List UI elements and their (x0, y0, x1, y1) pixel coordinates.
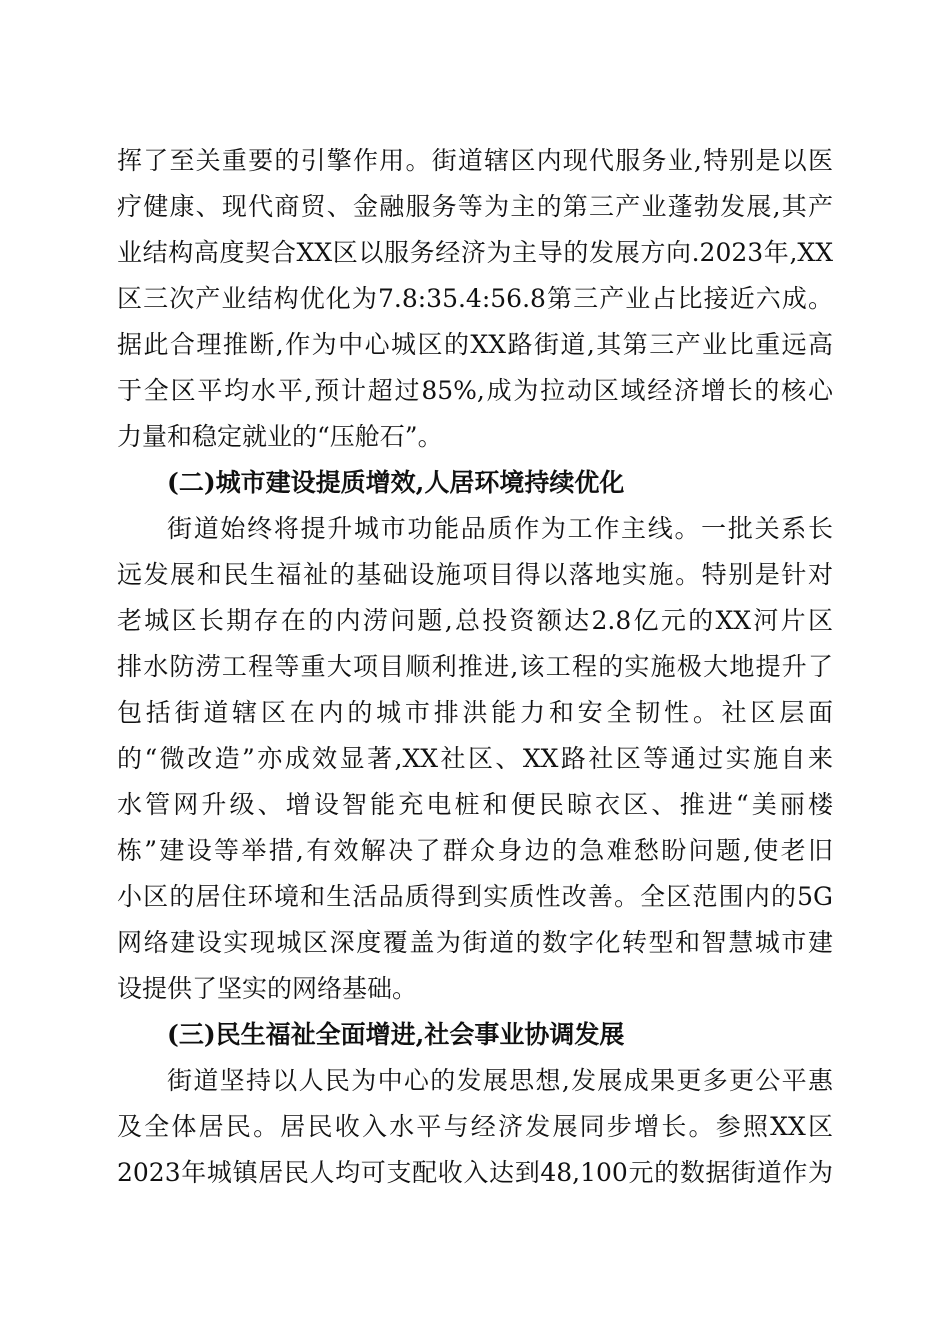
text-line: 栋”建设等举措,有效解决了群众身边的急难愁盼问题,使老旧 (117, 836, 833, 865)
text-line: 业结构高度契合XX区以服务经济为主导的发展方向.2023年,XX (117, 238, 833, 267)
text-line: 2023年城镇居民人均可支配收入达到48,100元的数据街道作为 (117, 1158, 833, 1187)
text-line: 包括街道辖区在内的城市排洪能力和安全韧性。社区层面 (117, 698, 833, 727)
section-heading: (二)城市建设提质增效,人居环境持续优化 (167, 468, 625, 497)
text-line: 及全体居民。居民收入水平与经济发展同步增长。参照XX区 (117, 1112, 833, 1141)
text-line: 挥了至关重要的引擎作用。街道辖区内现代服务业,特别是以医 (117, 146, 833, 175)
text-line: 远发展和民生福祉的基础设施项目得以落地实施。特别是针对 (117, 560, 833, 589)
text-line: 据此合理推断,作为中心城区的XX路街道,其第三产业比重远高 (117, 330, 833, 359)
text-line: 小区的居住环境和生活品质得到实质性改善。全区范围内的5G (117, 882, 833, 911)
text-line: 设提供了坚实的网络基础。 (117, 974, 418, 1003)
text-line: 水管网升级、增设智能充电桩和便民晾衣区、推进“美丽楼 (117, 790, 833, 819)
text-line: 力量和稳定就业的“压舱石”。 (117, 422, 443, 451)
text-line: 排水防涝工程等重大项目顺利推进,该工程的实施极大地提升了 (117, 652, 833, 681)
text-line: 的“微改造”亦成效显著,XX社区、XX路社区等通过实施自来 (117, 744, 833, 773)
body-text (117, 138, 833, 1196)
text-line: 于全区平均水平,预计超过85%,成为拉动区域经济增长的核心 (117, 376, 833, 405)
text-line: 街道始终将提升城市功能品质作为工作主线。一批关系长 (167, 514, 833, 543)
text-line: 老城区长期存在的内涝问题,总投资额达2.8亿元的XX河片区 (117, 606, 833, 635)
text-line: 网络建设实现城区深度覆盖为街道的数字化转型和智慧城市建 (117, 928, 833, 957)
section-heading: (三)民生福祉全面增进,社会事业协调发展 (167, 1020, 625, 1049)
text-line: 区三次产业结构优化为7.8:35.4:56.8第三产业占比接近六成。 (117, 284, 833, 313)
text-line: 街道坚持以人民为中心的发展思想,发展成果更多更公平惠 (167, 1066, 833, 1095)
text-line: 疗健康、现代商贸、金融服务等为主的第三产业蓬勃发展,其产 (117, 192, 833, 221)
